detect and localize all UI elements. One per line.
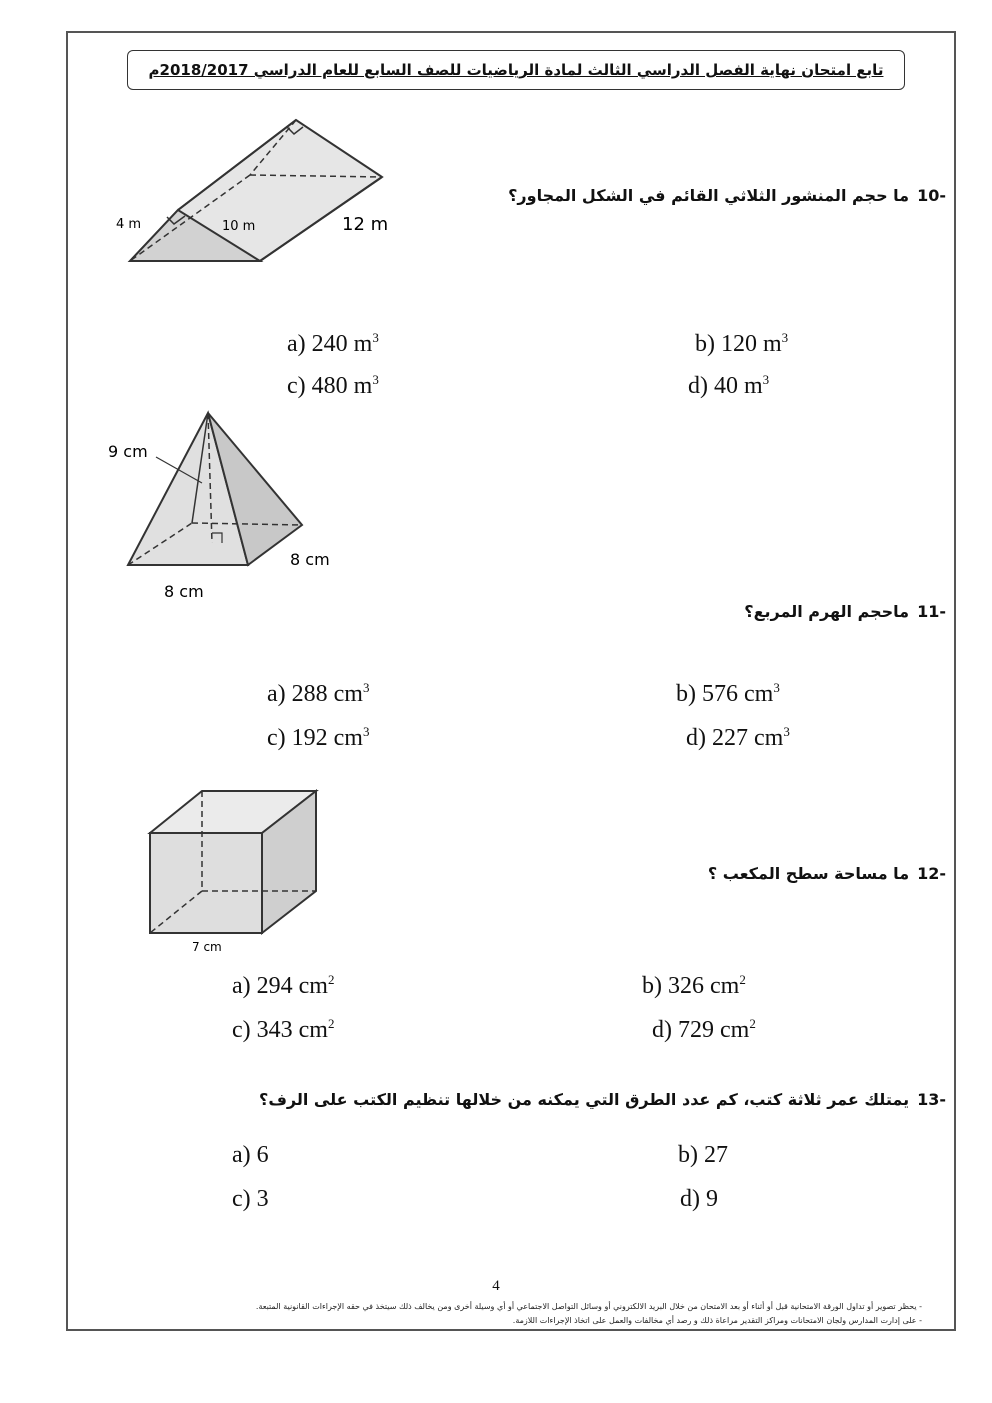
cube-figure [140, 785, 330, 960]
question-number: -11 [917, 602, 946, 621]
question-12 [708, 864, 946, 883]
option-b[interactable]: b) 27 [678, 1142, 728, 1168]
question-13 [259, 1090, 946, 1109]
option-a[interactable]: a) 294 $cm^2$ [232, 972, 335, 999]
exam-header [127, 50, 905, 90]
option-c[interactable]: c) 480 $m^3$ [287, 372, 379, 399]
option-c[interactable]: c) 343 $cm^2$ [232, 1016, 335, 1043]
label-9cm: 9 cm [108, 442, 148, 461]
question-11 [744, 602, 946, 621]
option-d[interactable]: d) 729 $cm^2$ [652, 1016, 756, 1043]
option-c[interactable]: c) 3 [232, 1186, 269, 1212]
footer-note-1: - يحظر تصوير أو تداول الورقة الامتحانية قبل أو أثناء أو بعد الامتحان من خلال البريد الالكتروني أو وسائل التواصل الاجتماعي أو أي وسيلة أخرى ومن يخالف ذلك سيتخذ في حقه الإجراءات القانونية المتبعة. [255, 1302, 922, 1311]
option-b[interactable]: b) 576 $cm^3$ [676, 680, 780, 707]
label-8cm-side: 8 cm [290, 550, 330, 569]
page-number: 4 [492, 1278, 500, 1294]
option-b[interactable]: b) 120 $m^3$ [695, 330, 789, 357]
question-text: ماحجم الهرم المربع؟ [744, 602, 910, 621]
question-number: -10 [917, 186, 946, 205]
question-number: -13 [917, 1090, 946, 1109]
label-7cm: 7 cm [192, 940, 222, 954]
option-a[interactable]: a) 288 $cm^3$ [267, 680, 370, 707]
question-text: يمتلك عمر ثلاثة كتب، كم عدد الطرق التي يمكنه من خلالها تنظيم الكتب على الرف؟ [259, 1090, 910, 1109]
footer-note-2: - على إدارت المدارس ولجان الامتحانات ومراكز التقدير مراعاة ذلك و رصد أي مخالفات والعمل على اتخاذ الإجراءات اللازمة. [512, 1316, 922, 1325]
option-d[interactable]: d) 9 [680, 1186, 718, 1212]
option-a[interactable]: a) 240 $m^3$ [287, 330, 379, 357]
question-number: -12 [917, 864, 946, 883]
label-12m: 12 m [342, 214, 389, 235]
exam-header-title: تابع امتحان نهاية الفصل الدراسي الثالث لمادة الرياضيات للصف السابع للعام الدراسي 2018/2017م [148, 61, 884, 79]
question-text: ما حجم المنشور الثلاثي القائم في الشكل المجاور؟ [508, 186, 910, 205]
option-c[interactable]: c) 192 $cm^3$ [267, 724, 370, 751]
question-text: ما مساحة سطح المكعب ؟ [707, 864, 910, 883]
question-10 [508, 186, 946, 205]
square-pyramid-figure [100, 405, 360, 605]
option-b[interactable]: b) 326 $cm^2$ [642, 972, 746, 999]
label-10m: 10 m [222, 219, 256, 234]
label-8cm-base: 8 cm [164, 582, 204, 601]
triangular-prism-figure [110, 115, 410, 270]
label-4m: 4 m [116, 217, 142, 232]
option-d[interactable]: d) 40 $m^3$ [688, 372, 770, 399]
option-d[interactable]: d) 227 $cm^3$ [686, 724, 790, 751]
option-a[interactable]: a) 6 [232, 1142, 269, 1168]
